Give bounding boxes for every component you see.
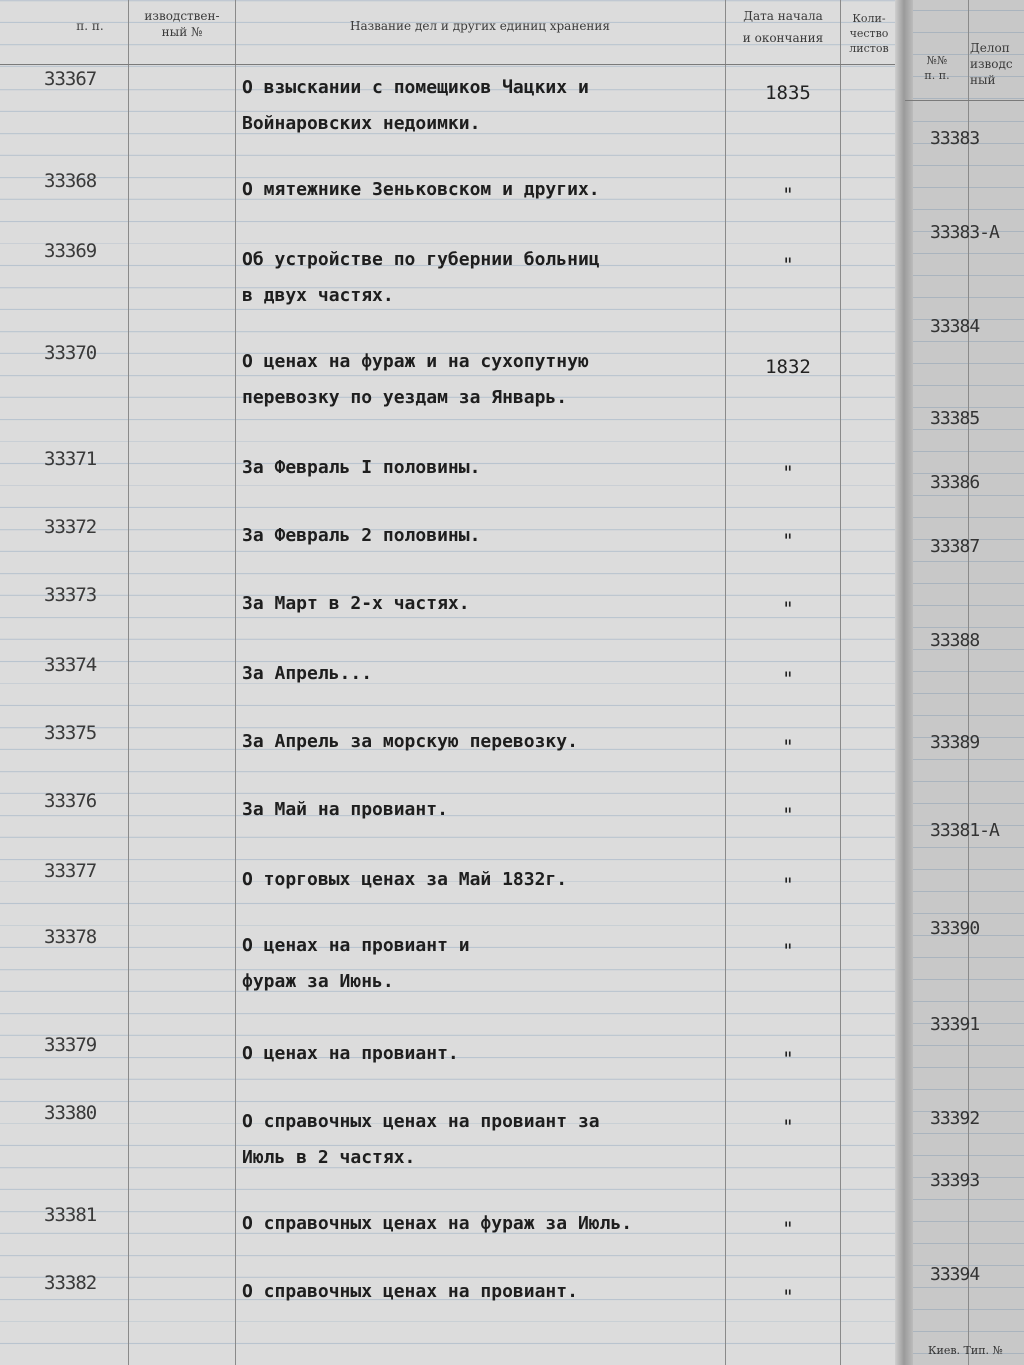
record-title [242, 344, 589, 416]
record-date: " [782, 1218, 794, 1240]
right-record-number: 33381-А [930, 820, 999, 841]
right-record-number: 33392 [930, 1108, 980, 1129]
right-header-office-line1: Делоп [970, 41, 1010, 55]
column-divider-3 [725, 0, 726, 1365]
record-number: 33382 [44, 1272, 97, 1294]
right-record-number: 33383 [930, 128, 980, 149]
right-record-number: 33383-А [930, 222, 999, 243]
record-title-line1: Об устройстве по губернии больниц [242, 249, 600, 270]
record-date: " [782, 184, 794, 206]
record-title-line1: За Апрель... [242, 663, 373, 684]
right-record-number: 33388 [930, 630, 980, 651]
record-date: " [782, 804, 794, 826]
record-title-line1: О справочных ценах на провиант за [242, 1111, 600, 1132]
header-office-line1: изводствен- [144, 9, 220, 23]
record-title [242, 928, 470, 1000]
record-title [242, 242, 600, 314]
book-spine [895, 0, 913, 1365]
record-number: 33371 [44, 448, 97, 470]
header-date-line1: Дата начала [743, 9, 823, 23]
printer-footer: Киев. Тип. № [928, 1344, 1003, 1357]
record-title-line2: Войнаровских недоимки. [242, 113, 481, 134]
record-date: " [782, 940, 794, 962]
right-record-number: 33393 [930, 1170, 980, 1191]
record-title-line1: О торговых ценах за Май 1832г. [242, 869, 568, 890]
record-number: 33379 [44, 1034, 97, 1056]
record-number: 33373 [44, 584, 97, 606]
record-title [242, 1104, 600, 1176]
column-divider-1 [128, 0, 129, 1365]
right-header-office-line3: ный [970, 73, 996, 88]
record-title [242, 1274, 578, 1310]
record-number: 33376 [44, 790, 97, 812]
record-number: 33375 [44, 722, 97, 744]
right-record-number: 33385 [930, 408, 980, 429]
record-title [242, 862, 567, 898]
record-number: 33367 [44, 68, 97, 90]
record-title-line1: За Февраль 2 половины. [242, 525, 481, 546]
record-title-line1: За Май на провиант. [242, 799, 448, 820]
record-number: 33380 [44, 1102, 97, 1124]
column-divider-2 [235, 0, 236, 1365]
record-title-line1: За Апрель за морскую перевозку. [242, 731, 578, 752]
record-title [242, 724, 578, 760]
record-number: 33368 [44, 170, 97, 192]
record-number: 33378 [44, 926, 97, 948]
record-title [242, 172, 600, 208]
record-title [242, 518, 480, 554]
record-title-line1: О ценах на провиант и [242, 935, 470, 956]
record-number: 33381 [44, 1204, 97, 1226]
record-date: " [782, 254, 794, 276]
record-number: 33374 [44, 654, 97, 676]
right-header-np-line1: №№ [926, 54, 948, 67]
record-title-line2: фураж за Июнь. [242, 971, 394, 992]
header-count-line2: чество [849, 26, 889, 40]
right-header-np [908, 54, 966, 84]
record-date: 1835 [765, 82, 811, 104]
record-date: " [782, 736, 794, 758]
record-date: " [782, 874, 794, 896]
record-date: 1832 [765, 356, 811, 378]
record-title-line1: О справочных ценах на провиант. [242, 1281, 578, 1302]
header-np: п. п. [76, 19, 104, 33]
record-date: " [782, 1286, 794, 1308]
right-column-divider [968, 0, 969, 1365]
record-number: 33377 [44, 860, 97, 882]
header-count-line1: Коли- [852, 12, 886, 25]
right-record-number: 33386 [930, 472, 980, 493]
right-record-number: 33391 [930, 1014, 980, 1035]
right-record-number: 33389 [930, 732, 980, 753]
record-title-line1: О ценах на фураж и на сухопутную [242, 351, 589, 372]
header-office-number [132, 8, 232, 40]
record-title [242, 792, 448, 828]
record-date: " [782, 1048, 794, 1070]
record-title [242, 1206, 632, 1242]
record-date: " [782, 462, 794, 484]
record-date: " [782, 598, 794, 620]
header-sheet-count [843, 12, 895, 57]
record-number: 33369 [44, 240, 97, 262]
record-title [242, 450, 480, 486]
right-page [905, 0, 1024, 1365]
record-title [242, 70, 589, 142]
right-record-number: 33390 [930, 918, 980, 939]
right-header-office-line2: изводс [970, 57, 1013, 72]
right-record-number: 33394 [930, 1264, 980, 1285]
record-title [242, 656, 372, 692]
header-date-line2: и окончания [742, 31, 824, 46]
header-rule [0, 64, 895, 65]
header-title: Название дел и других единиц хранения [349, 19, 610, 33]
right-record-number: 33387 [930, 536, 980, 557]
right-header-np-line2: п. п. [924, 68, 950, 82]
record-date: " [782, 668, 794, 690]
record-title-line1: О справочных ценах на фураж за Июль. [242, 1213, 633, 1234]
header-count-line3: листов [849, 41, 889, 55]
record-title [242, 1036, 459, 1072]
header-office-line2: ный № [161, 25, 203, 40]
record-title-line2: Июль в 2 частях. [242, 1147, 416, 1168]
record-title-line1: За Февраль I половины. [242, 457, 481, 478]
record-title-line1: О мятежнике Зеньковском и других. [242, 179, 600, 200]
right-header-office [970, 40, 1024, 89]
right-header-rule [905, 100, 1024, 101]
record-date: " [782, 1116, 794, 1138]
record-number: 33372 [44, 516, 97, 538]
record-title [242, 586, 470, 622]
record-number: 33370 [44, 342, 97, 364]
header-date [728, 8, 838, 46]
record-title-line1: О взыскании с помещиков Чацких и [242, 77, 589, 98]
record-title-line2: в двух частях. [242, 285, 394, 306]
record-date: " [782, 530, 794, 552]
record-title-line1: За Март в 2-х частях. [242, 593, 470, 614]
record-title-line1: О ценах на провиант. [242, 1043, 459, 1064]
record-title-line2: перевозку по уездам за Январь. [242, 387, 568, 408]
right-record-number: 33384 [930, 316, 980, 337]
